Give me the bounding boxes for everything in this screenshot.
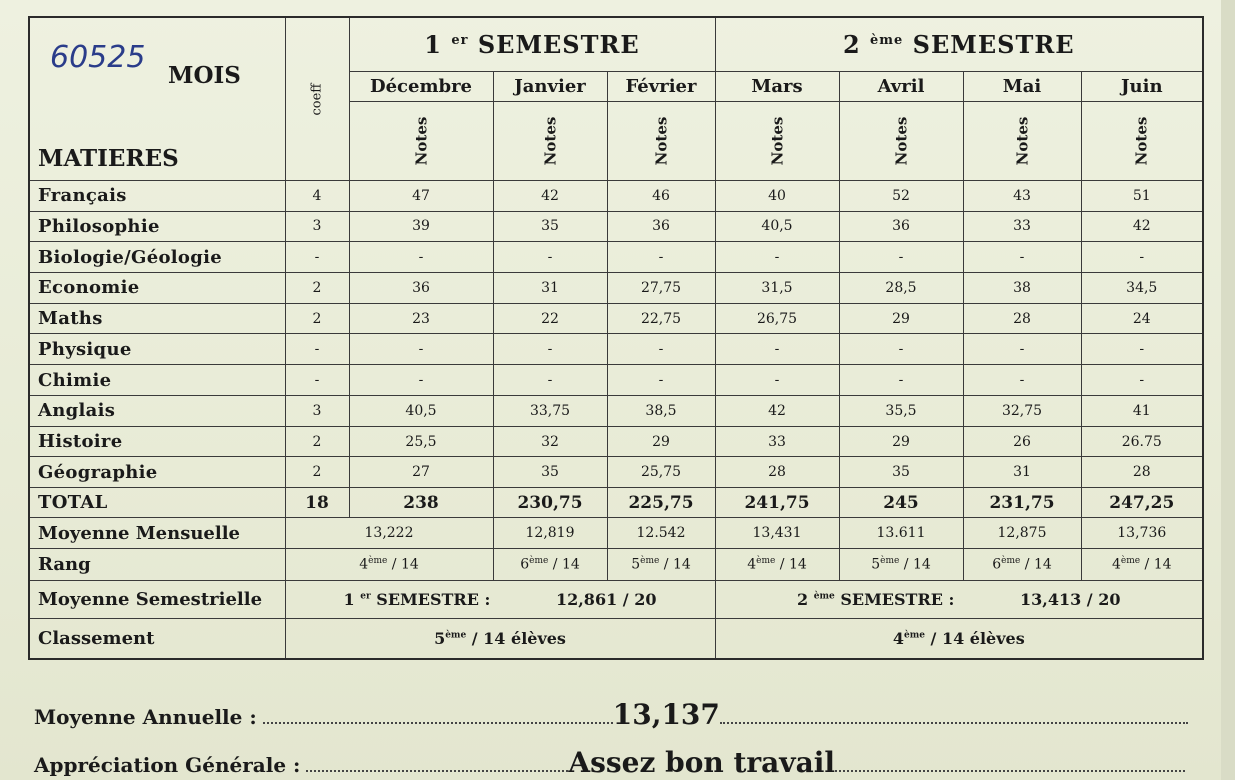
subject-coeff: 2 (285, 303, 349, 334)
subject-note: 29 (607, 426, 715, 457)
subject-name: Français (29, 180, 285, 211)
moyenne-mensuelle-row (29, 518, 1203, 548)
semester2-header: 2 $^{ème}$ SEMESTRE (715, 17, 1203, 71)
month-header: Mai (963, 71, 1081, 101)
subject-name: Chimie (29, 365, 285, 396)
subject-coeff: 2 (285, 457, 349, 488)
notes-header: Notes (715, 102, 839, 181)
subject-note: - (963, 365, 1081, 396)
subject-note: 25,5 (349, 426, 493, 457)
semester2-average-value: 13,413 / 20 (1020, 590, 1121, 610)
notes-header: Notes (607, 102, 715, 181)
subject-row (29, 334, 1203, 365)
subject-coeff: 3 (285, 395, 349, 426)
subject-coeff: - (285, 334, 349, 365)
subject-coeff: 4 (285, 180, 349, 211)
subject-name: Histoire (29, 426, 285, 457)
subject-note: - (1081, 242, 1203, 273)
subject-coeff: 2 (285, 272, 349, 303)
subject-note: 42 (715, 395, 839, 426)
subject-note: 34,5 (1081, 272, 1203, 303)
coeff-header: coeff (285, 17, 349, 180)
subject-note: 31,5 (715, 272, 839, 303)
subject-note: 32,75 (963, 395, 1081, 426)
moyenne-semestrielle-row (29, 580, 1203, 618)
subject-note: - (1081, 334, 1203, 365)
semester1-classement: 5ème / 14 élèves (285, 619, 715, 659)
subject-note: 28 (963, 303, 1081, 334)
semester1-average-value: 12,861 / 20 (555, 590, 657, 610)
subject-note: - (493, 334, 607, 365)
month-header: Février (607, 71, 715, 101)
subject-note: 27 (349, 457, 493, 488)
semester-header-row (29, 17, 1203, 71)
subject-coeff: - (285, 242, 349, 273)
mois-label: MOIS (168, 62, 241, 89)
subject-note: 32 (493, 426, 607, 457)
subject-name: Physique (29, 334, 285, 365)
rang-value: 4ème / 14 (1081, 548, 1203, 580)
month-header: Avril (839, 71, 963, 101)
subject-note: - (607, 242, 715, 273)
subject-note: 36 (839, 211, 963, 242)
notes-header: Notes (963, 102, 1081, 181)
subject-note: - (715, 334, 839, 365)
subject-coeff: 2 (285, 426, 349, 457)
subject-note: 29 (839, 303, 963, 334)
subject-note: 22,75 (607, 303, 715, 334)
subject-note: 35 (839, 457, 963, 488)
moyenne-mensuelle-value: 12.542 (607, 518, 715, 548)
subject-note: 39 (349, 211, 493, 242)
subject-note: 25,75 (607, 457, 715, 488)
subject-note: 23 (349, 303, 493, 334)
subject-note: - (607, 334, 715, 365)
moyenne-mensuelle-value: 12,819 (493, 518, 607, 548)
rang-value: 6ème / 14 (493, 548, 607, 580)
subject-note: 40,5 (715, 211, 839, 242)
subject-note: 33,75 (493, 395, 607, 426)
classement-row (29, 619, 1203, 659)
moyenne-annuelle-value: 13,137 (612, 698, 720, 731)
subject-note: - (839, 242, 963, 273)
subject-name: Anglais (29, 395, 285, 426)
semester2-classement: 4ème / 14 élèves (715, 619, 1203, 659)
subject-note: 31 (963, 457, 1081, 488)
subject-note: 35 (493, 211, 607, 242)
rang-value: 5ème / 14 (607, 548, 715, 580)
subject-name: Philosophie (29, 211, 285, 242)
total-label: TOTAL (29, 488, 285, 518)
month-header: Janvier (493, 71, 607, 101)
subject-note: 46 (607, 180, 715, 211)
rang-row (29, 548, 1203, 580)
month-header: Décembre (349, 71, 493, 101)
subject-note: - (1081, 365, 1203, 396)
subject-row (29, 365, 1203, 396)
subject-row (29, 211, 1203, 242)
subject-row (29, 242, 1203, 273)
total-value: 225,75 (607, 488, 715, 518)
subject-note: 43 (963, 180, 1081, 211)
subject-note: 38,5 (607, 395, 715, 426)
rang-value: 4ème / 14 (715, 548, 839, 580)
subject-name: Biologie/Géologie (29, 242, 285, 273)
subject-note: 40 (715, 180, 839, 211)
total-row (29, 488, 1203, 518)
subject-note: 26.75 (1081, 426, 1203, 457)
subject-note: 36 (607, 211, 715, 242)
rang-label: Rang (29, 548, 285, 580)
subject-coeff: 3 (285, 211, 349, 242)
subject-note: 40,5 (349, 395, 493, 426)
subject-note: 41 (1081, 395, 1203, 426)
subject-name: Economie (29, 272, 285, 303)
subject-note: - (715, 365, 839, 396)
subject-note: - (715, 242, 839, 273)
subject-note: 31 (493, 272, 607, 303)
subject-note: 24 (1081, 303, 1203, 334)
total-value: 245 (839, 488, 963, 518)
semester1-header: 1 $^{er}$ SEMESTRE (349, 17, 715, 71)
subject-note: 47 (349, 180, 493, 211)
subject-note: 36 (349, 272, 493, 303)
subject-note: 26 (963, 426, 1081, 457)
moyenne-mensuelle-value: 12,875 (963, 518, 1081, 548)
appreciation-label: Appréciation Générale : (34, 753, 301, 777)
subject-note: 51 (1081, 180, 1203, 211)
notes-header: Notes (493, 102, 607, 181)
total-value: 238 (349, 488, 493, 518)
subject-note: 26,75 (715, 303, 839, 334)
moyenne-mensuelle-value: 13,431 (715, 518, 839, 548)
subject-note: - (963, 334, 1081, 365)
subject-note: 42 (493, 180, 607, 211)
subject-note: - (349, 334, 493, 365)
subject-name: Géographie (29, 457, 285, 488)
paper-edge (1221, 0, 1235, 780)
rang-value: 4ème / 14 (285, 548, 493, 580)
matieres-label: MATIERES (38, 144, 179, 172)
subject-note: 28 (1081, 457, 1203, 488)
subject-note: - (349, 242, 493, 273)
subject-row (29, 180, 1203, 211)
subject-note: 38 (963, 272, 1081, 303)
rang-value: 5ème / 14 (839, 548, 963, 580)
semester1-average: 1 $^{er}$ SEMESTRE : 12,861 / 20 (285, 580, 715, 618)
subject-note: 27,75 (607, 272, 715, 303)
subject-note: - (349, 365, 493, 396)
subject-row (29, 395, 1203, 426)
month-header: Juin (1081, 71, 1203, 101)
notes-header: Notes (349, 102, 493, 181)
semester2-average: 2 $^{ème}$ SEMESTRE : 13,413 / 20 (715, 580, 1203, 618)
moyenne-mensuelle-value: 13,222 (285, 518, 493, 548)
subject-rows (29, 180, 1203, 487)
subject-note: 42 (1081, 211, 1203, 242)
subject-note: 52 (839, 180, 963, 211)
notes-header: Notes (1081, 102, 1203, 181)
appreciation-value: Assez bon travail (568, 746, 835, 779)
moyenne-annuelle-line (34, 698, 1188, 731)
subject-note: 29 (839, 426, 963, 457)
subject-row (29, 426, 1203, 457)
subject-note: 28 (715, 457, 839, 488)
subject-note: - (839, 365, 963, 396)
appreciation-line (34, 746, 1185, 779)
subject-note: 33 (715, 426, 839, 457)
moyenne-mensuelle-value: 13,736 (1081, 518, 1203, 548)
moyenne-annuelle-label: Moyenne Annuelle : (34, 705, 257, 729)
month-header: Mars (715, 71, 839, 101)
total-value: 247,25 (1081, 488, 1203, 518)
subject-note: - (493, 242, 607, 273)
corner-cell (29, 17, 285, 180)
subject-note: 33 (963, 211, 1081, 242)
grades-table (28, 16, 1204, 660)
classement-label: Classement (29, 619, 285, 659)
subject-coeff: - (285, 365, 349, 396)
subject-row (29, 457, 1203, 488)
subject-note: 28,5 (839, 272, 963, 303)
notes-header: Notes (839, 102, 963, 181)
subject-note: - (963, 242, 1081, 273)
moyenne-semestrielle-label: Moyenne Semestrielle (29, 580, 285, 618)
moyenne-mensuelle-value: 13.611 (839, 518, 963, 548)
subject-note: - (839, 334, 963, 365)
total-value: 231,75 (963, 488, 1081, 518)
total-coeff: 18 (285, 488, 349, 518)
handwritten-id: 60525 (50, 40, 146, 75)
subject-note: - (493, 365, 607, 396)
subject-row (29, 272, 1203, 303)
subject-row (29, 303, 1203, 334)
subject-note: - (607, 365, 715, 396)
subject-note: 35 (493, 457, 607, 488)
rang-value: 6ème / 14 (963, 548, 1081, 580)
subject-note: 22 (493, 303, 607, 334)
total-value: 230,75 (493, 488, 607, 518)
subject-note: 35,5 (839, 395, 963, 426)
total-value: 241,75 (715, 488, 839, 518)
moyenne-mensuelle-label: Moyenne Mensuelle (29, 518, 285, 548)
subject-name: Maths (29, 303, 285, 334)
